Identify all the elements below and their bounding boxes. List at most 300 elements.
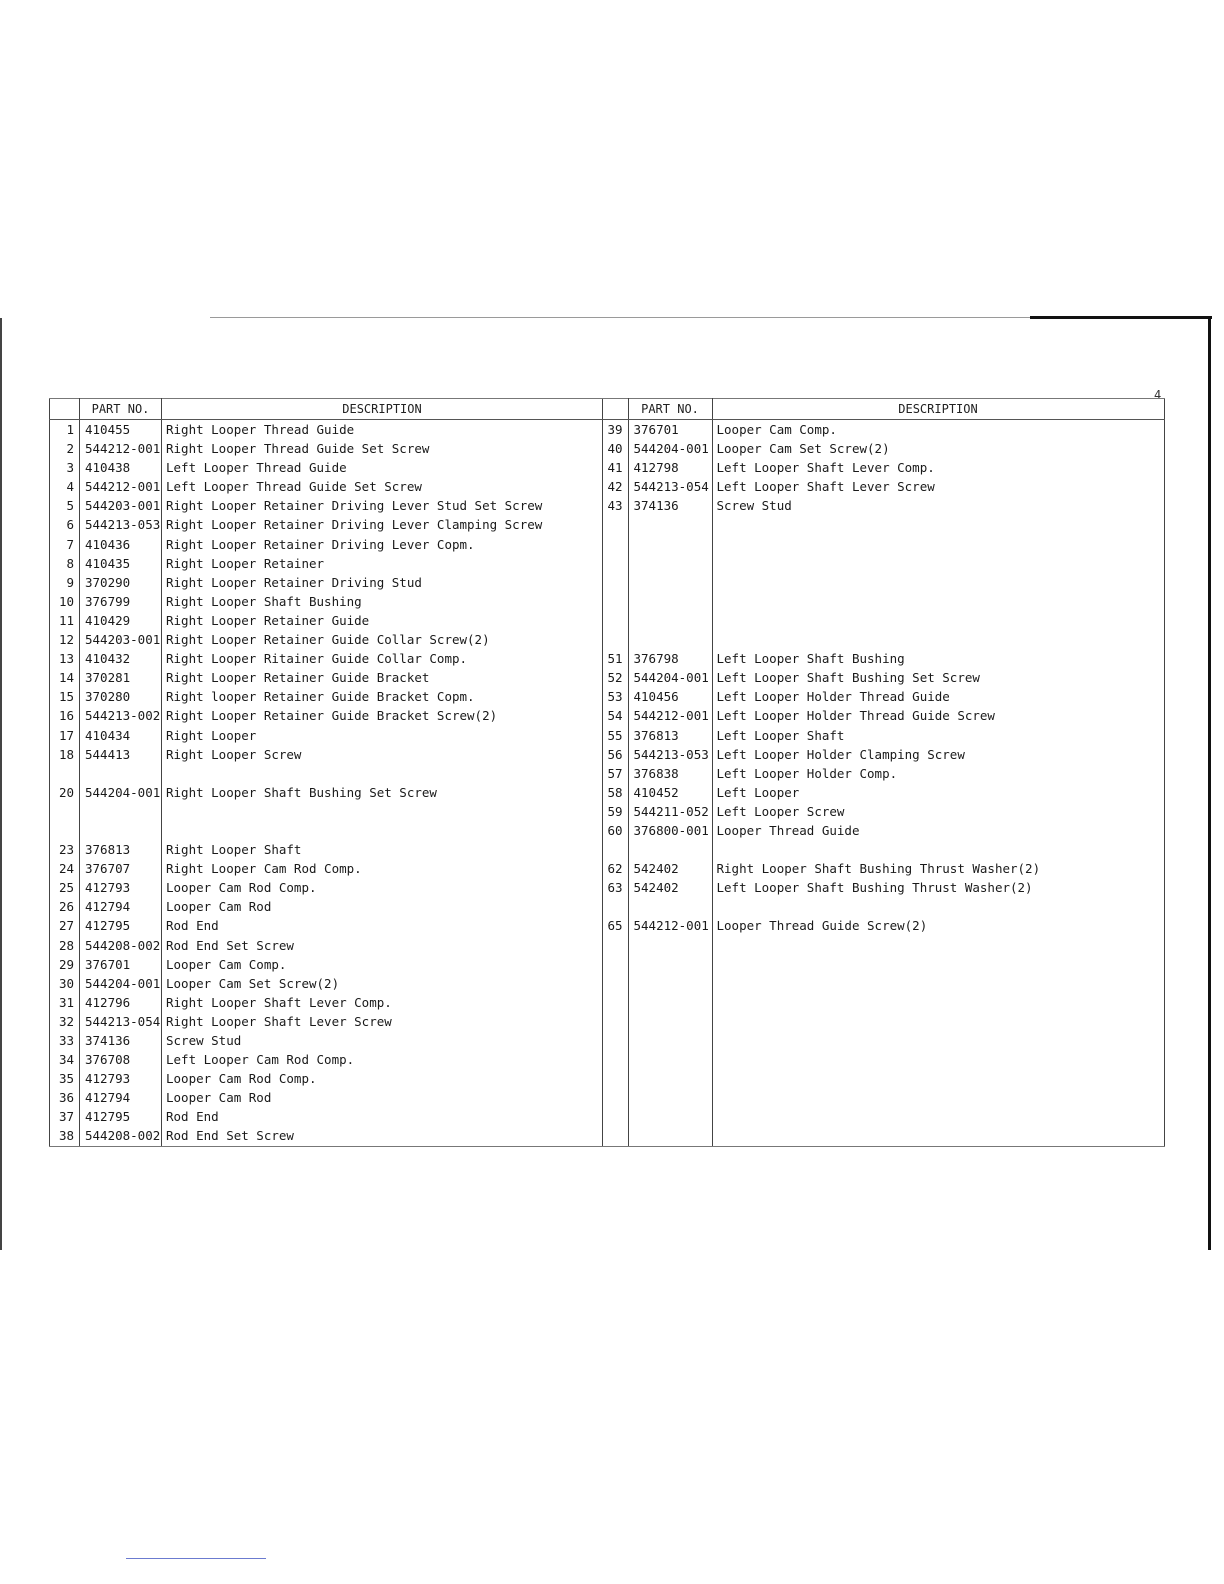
ref-cell [602,554,628,573]
table-row [602,1126,1164,1146]
table-row [50,1107,603,1126]
ref-cell: 10 [50,592,80,611]
part-no-header: PART NO. [80,399,162,420]
table-row [602,974,1164,993]
description-cell [712,1012,1164,1031]
table-row [50,1031,603,1050]
parts-table-left-body [50,420,603,1147]
table-row [602,668,1164,687]
description-cell: Right looper Retainer Guide Bracket Copm. [166,689,475,705]
description-cell [712,554,1164,573]
description-cell: Looper Cam Set Screw(2) [716,441,890,457]
description-cell [162,764,603,783]
description-cell: Left Looper Shaft Lever Screw [716,479,935,495]
part-no-cell: 410456 [628,687,712,706]
ref-cell: 52 [602,668,628,687]
table-row [50,1050,603,1069]
part-no-cell: 410434 [80,726,162,745]
table-row [602,573,1164,592]
part-no-cell: 544212-001 [628,706,712,725]
ref-cell: 6 [50,515,80,534]
ref-cell: 12 [50,630,80,649]
description-cell: Left Looper Thread Guide [166,460,347,476]
description-cell [162,821,603,840]
table-row [602,1069,1164,1088]
ref-cell [602,1050,628,1069]
ref-cell: 17 [50,726,80,745]
ref-cell [602,611,628,630]
description-cell: Rod End [166,1109,219,1125]
table-row [50,687,603,706]
description-cell [712,897,1164,916]
ref-cell [602,897,628,916]
description-cell: Right Looper Shaft Bushing [166,593,362,609]
top-rule-bold [1030,316,1212,319]
part-no-cell: 374136 [628,496,712,515]
table-row [602,878,1164,897]
ref-cell [602,936,628,955]
table-row [50,515,603,534]
description-cell [712,535,1164,554]
description-cell: Left Looper Cam Rod Comp. [166,1052,355,1068]
part-no-cell [80,802,162,821]
part-no-cell: 412795 [80,916,162,935]
part-no-cell [628,1069,712,1088]
ref-cell: 16 [50,706,80,725]
table-row [50,630,603,649]
table-row [602,496,1164,515]
description-cell: Left Looper Shaft Bushing [716,651,905,667]
top-rule [210,317,1030,318]
table-row [50,1069,603,1088]
part-no-cell: 542402 [628,859,712,878]
ref-cell [602,515,628,534]
parts-table-right-body [602,420,1164,1147]
description-cell: Right Looper Thread Guide [166,422,355,437]
ref-cell: 40 [602,439,628,458]
description-cell [712,515,1164,534]
table-row [602,936,1164,955]
part-no-cell [628,1012,712,1031]
table-row [602,439,1164,458]
table-row [602,458,1164,477]
table-row [50,477,603,496]
description-cell [712,974,1164,993]
table-row [602,897,1164,916]
part-no-cell: 410429 [80,611,162,630]
description-cell [712,993,1164,1012]
ref-cell: 55 [602,726,628,745]
part-no-cell: 376708 [80,1050,162,1069]
ref-cell: 18 [50,745,80,764]
part-no-cell: 544212-001 [628,916,712,935]
ref-cell: 9 [50,573,80,592]
ref-cell: 63 [602,878,628,897]
part-no-cell: 410452 [628,783,712,802]
ref-cell: 8 [50,554,80,573]
ref-cell: 57 [602,764,628,783]
part-no-cell: 544413 [80,745,162,764]
table-row [50,726,603,745]
description-cell [712,1126,1164,1146]
description-cell [712,955,1164,974]
table-row [602,611,1164,630]
table-row [602,783,1164,802]
table-row [50,840,603,859]
ref-header [602,399,628,420]
ref-cell: 1 [50,420,80,440]
table-row [602,1088,1164,1107]
description-cell: Rod End Set Screw [166,937,294,953]
parts-table-left [49,398,603,1147]
part-no-cell: 376701 [80,955,162,974]
description-cell: Right Looper Retainer Guide Bracket Screw(2) [166,708,498,724]
part-no-cell: 374136 [80,1031,162,1050]
table-row [50,821,603,840]
description-cell [712,592,1164,611]
description-cell [712,611,1164,630]
table-row [602,477,1164,496]
part-no-cell: 376799 [80,592,162,611]
table-row [50,611,603,630]
ref-cell: 7 [50,535,80,554]
table-row [50,974,603,993]
table-row [50,592,603,611]
part-no-cell [80,764,162,783]
table-row [602,515,1164,534]
ref-cell: 59 [602,802,628,821]
ref-cell: 34 [50,1050,80,1069]
description-cell: Left Looper Shaft [716,727,845,743]
ref-cell [602,1088,628,1107]
description-cell: Rod End [166,918,219,934]
table-row [602,706,1164,725]
description-cell: Screw Stud [166,1033,242,1048]
table-row [602,802,1164,821]
part-no-cell: 376707 [80,859,162,878]
ref-cell: 32 [50,1012,80,1031]
table-row [50,878,603,897]
part-no-cell: 370281 [80,668,162,687]
table-row [602,554,1164,573]
description-cell: Right Looper Ritainer Guide Collar Comp. [166,651,468,667]
ref-cell: 5 [50,496,80,515]
description-cell: Looper Cam Comp. [716,422,837,437]
part-no-cell [628,630,712,649]
part-no-cell: 410455 [80,420,162,440]
description-cell: Left Looper Screw [716,803,845,819]
part-no-cell: 410436 [80,535,162,554]
description-cell [712,1088,1164,1107]
table-row [50,554,603,573]
table-row [50,897,603,916]
table-row [50,649,603,668]
ref-cell [602,974,628,993]
part-no-cell [628,1126,712,1146]
part-no-cell: 376798 [628,649,712,668]
part-no-cell [628,1088,712,1107]
table-row [50,859,603,878]
ref-cell [50,802,80,821]
part-no-cell: 376800-001 [628,821,712,840]
part-no-cell [628,936,712,955]
part-no-cell [628,573,712,592]
part-no-cell [628,554,712,573]
description-cell: Right Looper Retainer Guide [166,612,370,628]
part-no-cell: 544211-052 [628,802,712,821]
description-cell: Looper Cam Rod [166,1090,272,1106]
part-no-cell: 412793 [80,878,162,897]
ref-cell: 23 [50,840,80,859]
part-no-cell: 370280 [80,687,162,706]
ref-cell: 4 [50,477,80,496]
description-cell: Right Looper Retainer Driving Stud [166,574,422,590]
table-row [602,649,1164,668]
table-row [50,535,603,554]
table-row [50,955,603,974]
part-no-cell [628,974,712,993]
part-no-header: PART NO. [628,399,712,420]
table-row [602,687,1164,706]
part-no-cell: 544213-054 [628,477,712,496]
ref-cell: 35 [50,1069,80,1088]
table-row [602,1012,1164,1031]
description-cell [712,840,1164,859]
table-row [50,1088,603,1107]
description-cell: Looper Cam Comp. [166,956,287,972]
ref-cell [602,1107,628,1126]
description-cell: Left Looper Shaft Bushing Set Screw [716,670,980,686]
part-no-cell: 412798 [628,458,712,477]
table-row [50,802,603,821]
description-cell [712,936,1164,955]
ref-cell [602,1126,628,1146]
part-no-cell: 544208-002 [80,1126,162,1146]
ref-cell: 41 [602,458,628,477]
part-no-cell: 544212-001 [80,477,162,496]
part-no-cell: 544208-002 [80,936,162,955]
table-row [602,764,1164,783]
part-no-cell: 376813 [80,840,162,859]
description-header: DESCRIPTION [712,399,1164,420]
ref-cell [602,955,628,974]
table-row [50,764,603,783]
parts-table-right [602,398,1165,1147]
table-row [50,783,603,802]
part-no-cell: 412796 [80,993,162,1012]
ref-cell: 2 [50,439,80,458]
table-row [50,936,603,955]
ref-cell: 24 [50,859,80,878]
part-no-cell [628,1031,712,1050]
ref-cell [602,592,628,611]
part-no-cell: 376838 [628,764,712,783]
description-cell [712,573,1164,592]
ref-cell [602,1012,628,1031]
ref-cell [602,1069,628,1088]
description-cell: Looper Cam Set Screw(2) [166,975,340,991]
description-cell: Looper Cam Rod Comp. [166,1071,317,1087]
description-cell: Right Looper Retainer Guide Bracket [166,670,430,686]
part-no-cell [628,955,712,974]
page-right-edge [1208,318,1211,1250]
description-cell: Left Looper Holder Clamping Screw [716,746,965,762]
description-cell [712,1069,1164,1088]
ref-cell: 30 [50,974,80,993]
part-no-cell [628,535,712,554]
description-cell: Looper Cam Rod [166,899,272,915]
part-no-cell: 376701 [628,420,712,440]
ref-cell: 14 [50,668,80,687]
table-row [602,840,1164,859]
ref-cell: 33 [50,1031,80,1050]
description-cell: Looper Thread Guide Screw(2) [716,918,928,934]
ref-cell: 56 [602,745,628,764]
ref-cell: 54 [602,706,628,725]
part-no-cell: 544204-001 [80,974,162,993]
description-cell: Right Looper Thread Guide Set Screw [166,441,430,457]
ref-cell: 3 [50,458,80,477]
table-row [50,420,603,440]
part-no-cell: 544213-053 [80,515,162,534]
table-row [602,420,1164,440]
ref-cell: 60 [602,821,628,840]
ref-cell: 15 [50,687,80,706]
table-row [602,630,1164,649]
description-cell: Screw Stud [716,498,792,514]
description-cell: Right Looper [166,727,257,743]
ref-cell: 29 [50,955,80,974]
bottom-mark [126,1558,266,1559]
description-header: DESCRIPTION [162,399,603,420]
part-no-cell: 412793 [80,1069,162,1088]
part-no-cell: 542402 [628,878,712,897]
description-cell: Right Looper Shaft Bushing Set Screw [166,784,437,800]
ref-cell [50,821,80,840]
ref-cell: 38 [50,1126,80,1146]
part-no-cell [628,515,712,534]
part-no-cell [628,1107,712,1126]
ref-cell [602,535,628,554]
table-header-row [50,399,603,420]
ref-cell: 37 [50,1107,80,1126]
table-row [602,592,1164,611]
part-no-cell [628,592,712,611]
description-cell: Left Looper Holder Comp. [716,765,898,781]
part-no-cell: 412794 [80,897,162,916]
part-no-cell: 544203-001 [80,496,162,515]
part-no-cell: 412794 [80,1088,162,1107]
table-row [602,726,1164,745]
ref-cell: 36 [50,1088,80,1107]
part-no-cell [628,1050,712,1069]
ref-cell [602,840,628,859]
table-header-row [602,399,1164,420]
description-cell [712,1107,1164,1126]
ref-cell [602,573,628,592]
part-no-cell [628,897,712,916]
ref-cell: 58 [602,783,628,802]
description-cell: Looper Cam Rod Comp. [166,880,317,896]
part-no-cell: 410438 [80,458,162,477]
description-cell: Right Looper Shaft [166,842,302,858]
description-cell: Right Looper Retainer Driving Lever Stud Set Screw [166,498,543,514]
ref-cell: 65 [602,916,628,935]
part-no-cell: 410435 [80,554,162,573]
table-row [50,1126,603,1146]
part-no-cell: 544213-054 [80,1012,162,1031]
part-no-cell [80,821,162,840]
description-cell: Left Looper Holder Thread Guide [716,689,950,705]
ref-cell: 13 [50,649,80,668]
part-no-cell: 544204-001 [628,439,712,458]
ref-cell: 31 [50,993,80,1012]
description-cell [712,1031,1164,1050]
table-row [602,1031,1164,1050]
table-row [50,916,603,935]
part-no-cell: 544212-001 [80,439,162,458]
description-cell: Left Looper Shaft Bushing Thrust Washer(2) [716,880,1033,896]
table-row [602,1107,1164,1126]
ref-cell: 28 [50,936,80,955]
description-cell [712,630,1164,649]
ref-cell: 42 [602,477,628,496]
table-row [602,993,1164,1012]
part-no-cell: 376813 [628,726,712,745]
description-cell: Left Looper Holder Thread Guide Screw [716,708,995,724]
description-cell: Right Looper Retainer Driving Lever Copm. [166,536,475,552]
table-row [602,821,1164,840]
table-row [602,859,1164,878]
table-row [50,1012,603,1031]
table-row [602,745,1164,764]
page-number: 4 [1154,388,1162,402]
part-no-cell: 410432 [80,649,162,668]
table-row [50,745,603,764]
ref-cell: 53 [602,687,628,706]
part-no-cell: 412795 [80,1107,162,1126]
description-cell: Left Looper [716,784,800,800]
table-row [602,1050,1164,1069]
ref-cell: 26 [50,897,80,916]
part-no-cell: 370290 [80,573,162,592]
description-cell [162,802,603,821]
part-no-cell [628,611,712,630]
description-cell: Rod End Set Screw [162,1126,603,1146]
part-no-cell: 544213-053 [628,745,712,764]
description-cell: Right Looper Shaft Lever Comp. [166,994,392,1010]
description-cell: Right Looper Shaft Lever Screw [166,1013,392,1029]
description-cell: Right Looper Retainer [166,555,325,571]
description-cell: Right Looper Cam Rod Comp. [166,861,362,877]
ref-cell: 11 [50,611,80,630]
part-no-cell: 544204-001 [628,668,712,687]
ref-cell [602,993,628,1012]
ref-header [50,399,80,420]
description-cell [712,1050,1164,1069]
ref-cell: 43 [602,496,628,515]
table-row [602,535,1164,554]
table-row [602,955,1164,974]
ref-cell: 27 [50,916,80,935]
ref-cell [602,1031,628,1050]
part-no-cell: 544213-002 [80,706,162,725]
description-cell: Left Looper Shaft Lever Comp. [716,460,935,476]
table-row [50,458,603,477]
description-cell: Right Looper Retainer Guide Collar Screw(2) [166,632,490,648]
table-row [50,439,603,458]
ref-cell: 25 [50,878,80,897]
